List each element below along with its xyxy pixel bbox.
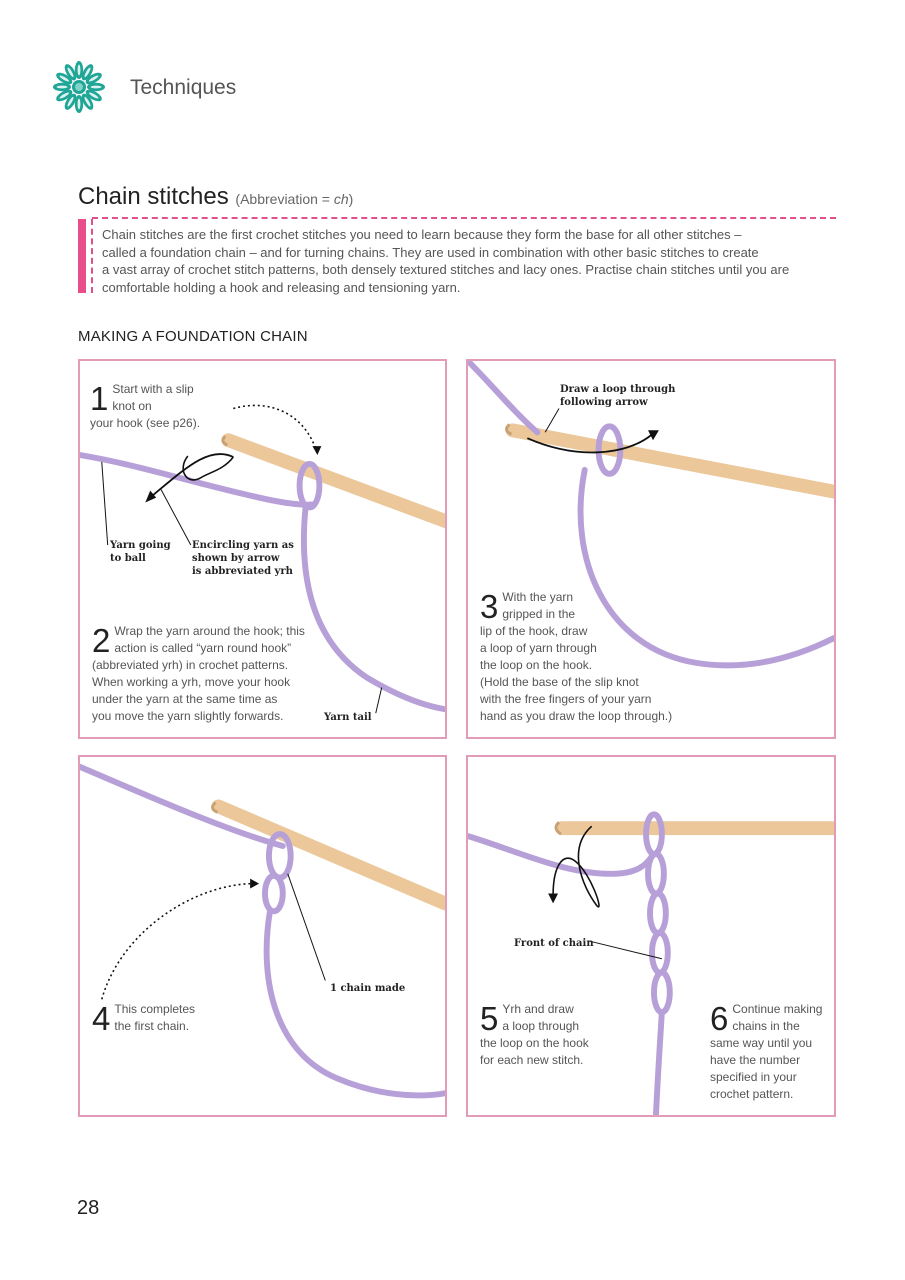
dashed-divider [92, 217, 836, 219]
panel-step-4 [78, 755, 447, 1117]
intro-dashed-rule [91, 219, 93, 293]
section-title: Techniques [130, 76, 237, 99]
abbreviation-note: (Abbreviation = ch) [235, 191, 354, 207]
step-6: 6 Continue making chains in the same way until you have the number specified in your crochet pattern. [710, 1000, 823, 1101]
step-5: 5 Yrh and draw a loop through the loop on the hook for each new stitch. [480, 1000, 589, 1067]
page-number: 28 [77, 1197, 100, 1219]
label-1-chain-made: 1 chain made [330, 983, 406, 994]
label-front-of-chain: Front of chain [514, 938, 594, 949]
step-2: 2 Wrap the yarn around the hook; this action is called “yarn round hook” (abbreviated yrh) in crochet patterns. When working a yrh, move your hook under the yarn at the same time as you move the yarn slightly forwards. [92, 622, 305, 723]
panel-steps-1-2 [78, 359, 447, 739]
first-chain-illustration [80, 757, 445, 1115]
crochet-flower-logo-icon [52, 60, 106, 114]
panel-steps-5-6 [466, 755, 836, 1117]
label-yarn-tail: Yarn tail [324, 712, 372, 723]
panel-step-3 [466, 359, 836, 739]
label-yarn-going-to-ball: Yarn going to ball [110, 540, 171, 564]
intro-accent-bar [78, 219, 86, 293]
step-3: 3 With the yarn gripped in the lip of the hook, draw a loop of yarn through the loop on the hook. (Hold the base of the slip knot with the free fingers of your yarn hand as you draw the loop through.) [480, 588, 673, 723]
page-title [78, 183, 353, 211]
label-encircling-yarn: Encircling yarn as shown by arrow is abbreviated yrh [192, 540, 294, 577]
step-1: 1 Start with a slip knot on your hook (see p26). [90, 380, 201, 430]
label-draw-loop: Draw a loop through following arrow [560, 384, 676, 408]
intro-paragraph: Chain stitches are the first crochet stitches you need to learn because they form the base for all other stitches – called a foundation chain – and for turning chains. They are used in combination with other basic stitches to create a vast array of crochet stitch patterns, both densely textured stitches and lacy ones. Practise chain stitches until you are comfortable holding a hook and releasing and tensioning yarn. [102, 227, 790, 295]
title-text: Chain stitches [78, 183, 229, 210]
subheading: MAKING A FOUNDATION CHAIN [78, 328, 308, 345]
step-4: 4 This completes the first chain. [92, 1000, 196, 1037]
